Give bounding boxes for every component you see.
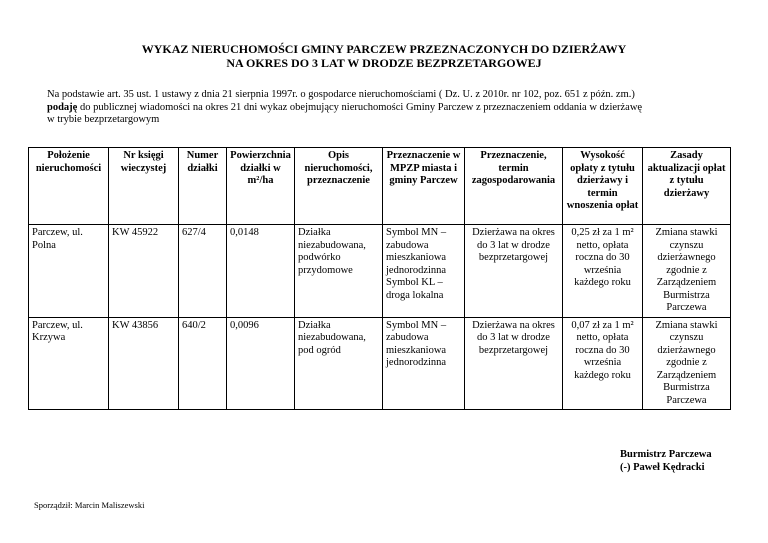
signature-title: Burmistrz Parczewa [620,449,712,460]
cell-area: 0,0148 [227,225,295,318]
intro-bold-word: podaję [47,101,78,113]
header-land-register: Nr księgi wieczystej [109,148,179,225]
cell-land-register: KW 45922 [109,225,179,318]
cell-location: Parczew, ul. Polna [29,225,109,318]
intro-line-1: Na podstawie art. 35 ust. 1 ustawy z dnia 21 sierpnia 1997r. o gospodarce nieruchomościami ( Dz. U. z 2010r. nr 102, poz. 651 z późn. zm.) [47,89,635,100]
header-area: Powierzchnia działki w m²/ha [227,148,295,225]
cell-mpzp-purpose: Symbol MN – zabudowa mieszkaniowa jednorodzinna [383,317,465,410]
document-title [0,42,768,70]
property-table [28,147,731,410]
cell-plot-number: 640/2 [179,317,227,410]
header-description: Opis nieruchomości, przeznaczenie [295,148,383,225]
title-line-1: WYKAZ NIERUCHOMOŚCI GMINY PARCZEW PRZEZNACZONYCH DO DZIERŻAWY [141,42,627,56]
intro-line-3: w trybie bezprzetargowym [47,114,160,125]
cell-fee: 0,25 zł za 1 m² netto, opłata roczna do 30 września każdego roku [563,225,643,318]
cell-fee-update-rules: Zmiana stawki czynszu dzierżawnego zgodnie z Zarządzeniem Burmistrza Parczewa [643,225,731,318]
intro-line-2 [47,102,727,115]
header-fee-update-rules: Zasady aktualizacji opłat z tytułu dzierżawy [643,148,731,225]
table-row [29,225,731,318]
table-header-row [29,148,731,225]
cell-plot-number: 627/4 [179,225,227,318]
header-plot-number: Numer działki [179,148,227,225]
cell-purpose-term: Dzierżawa na okres do 3 lat w drodze bezprzetargowej [465,225,563,318]
cell-mpzp-purpose: Symbol MN – zabudowa mieszkaniowa jednorodzinna Symbol KL – droga lokalna [383,225,465,318]
table-row [29,317,731,410]
cell-description: Działka niezabudowana, podwórko przydomowe [295,225,383,318]
cell-location: Parczew, ul. Krzywa [29,317,109,410]
cell-land-register: KW 43856 [109,317,179,410]
intro-paragraph [47,89,727,127]
prepared-by-note: Sporządził: Marcin Maliszewski [34,500,145,510]
cell-description: Działka niezabudowana, pod ogród [295,317,383,410]
signature-name: (-) Paweł Kędracki [620,462,705,473]
cell-fee: 0,07 zł za 1 m² netto, opłata roczna do 30 września każdego roku [563,317,643,410]
header-purpose-term: Przeznaczenie, termin zagospodarowania [465,148,563,225]
header-mpzp-purpose: Przeznaczenie w MPZP miasta i gminy Parczew [383,148,465,225]
header-location: Położenie nieruchomości [29,148,109,225]
intro-line-2-rest: do publicznej wiadomości na okres 21 dni wykaz obejmujący nieruchomości Gminy Parczew z przeznaczeniem oddania w dzierżawę [77,101,643,113]
signature-block [620,448,712,474]
cell-purpose-term: Dzierżawa na okres do 3 lat w drodze bezprzetargowej [465,317,563,410]
title-line-2: NA OKRES DO 3 LAT W DRODZE BEZPRZETARGOWEJ [226,56,542,70]
cell-area: 0,0096 [227,317,295,410]
cell-fee-update-rules: Zmiana stawki czynszu dzierżawnego zgodnie z Zarządzeniem Burmistrza Parczewa [643,317,731,410]
header-fee: Wysokość opłaty z tytułu dzierżawy i termin wnoszenia opłat [563,148,643,225]
